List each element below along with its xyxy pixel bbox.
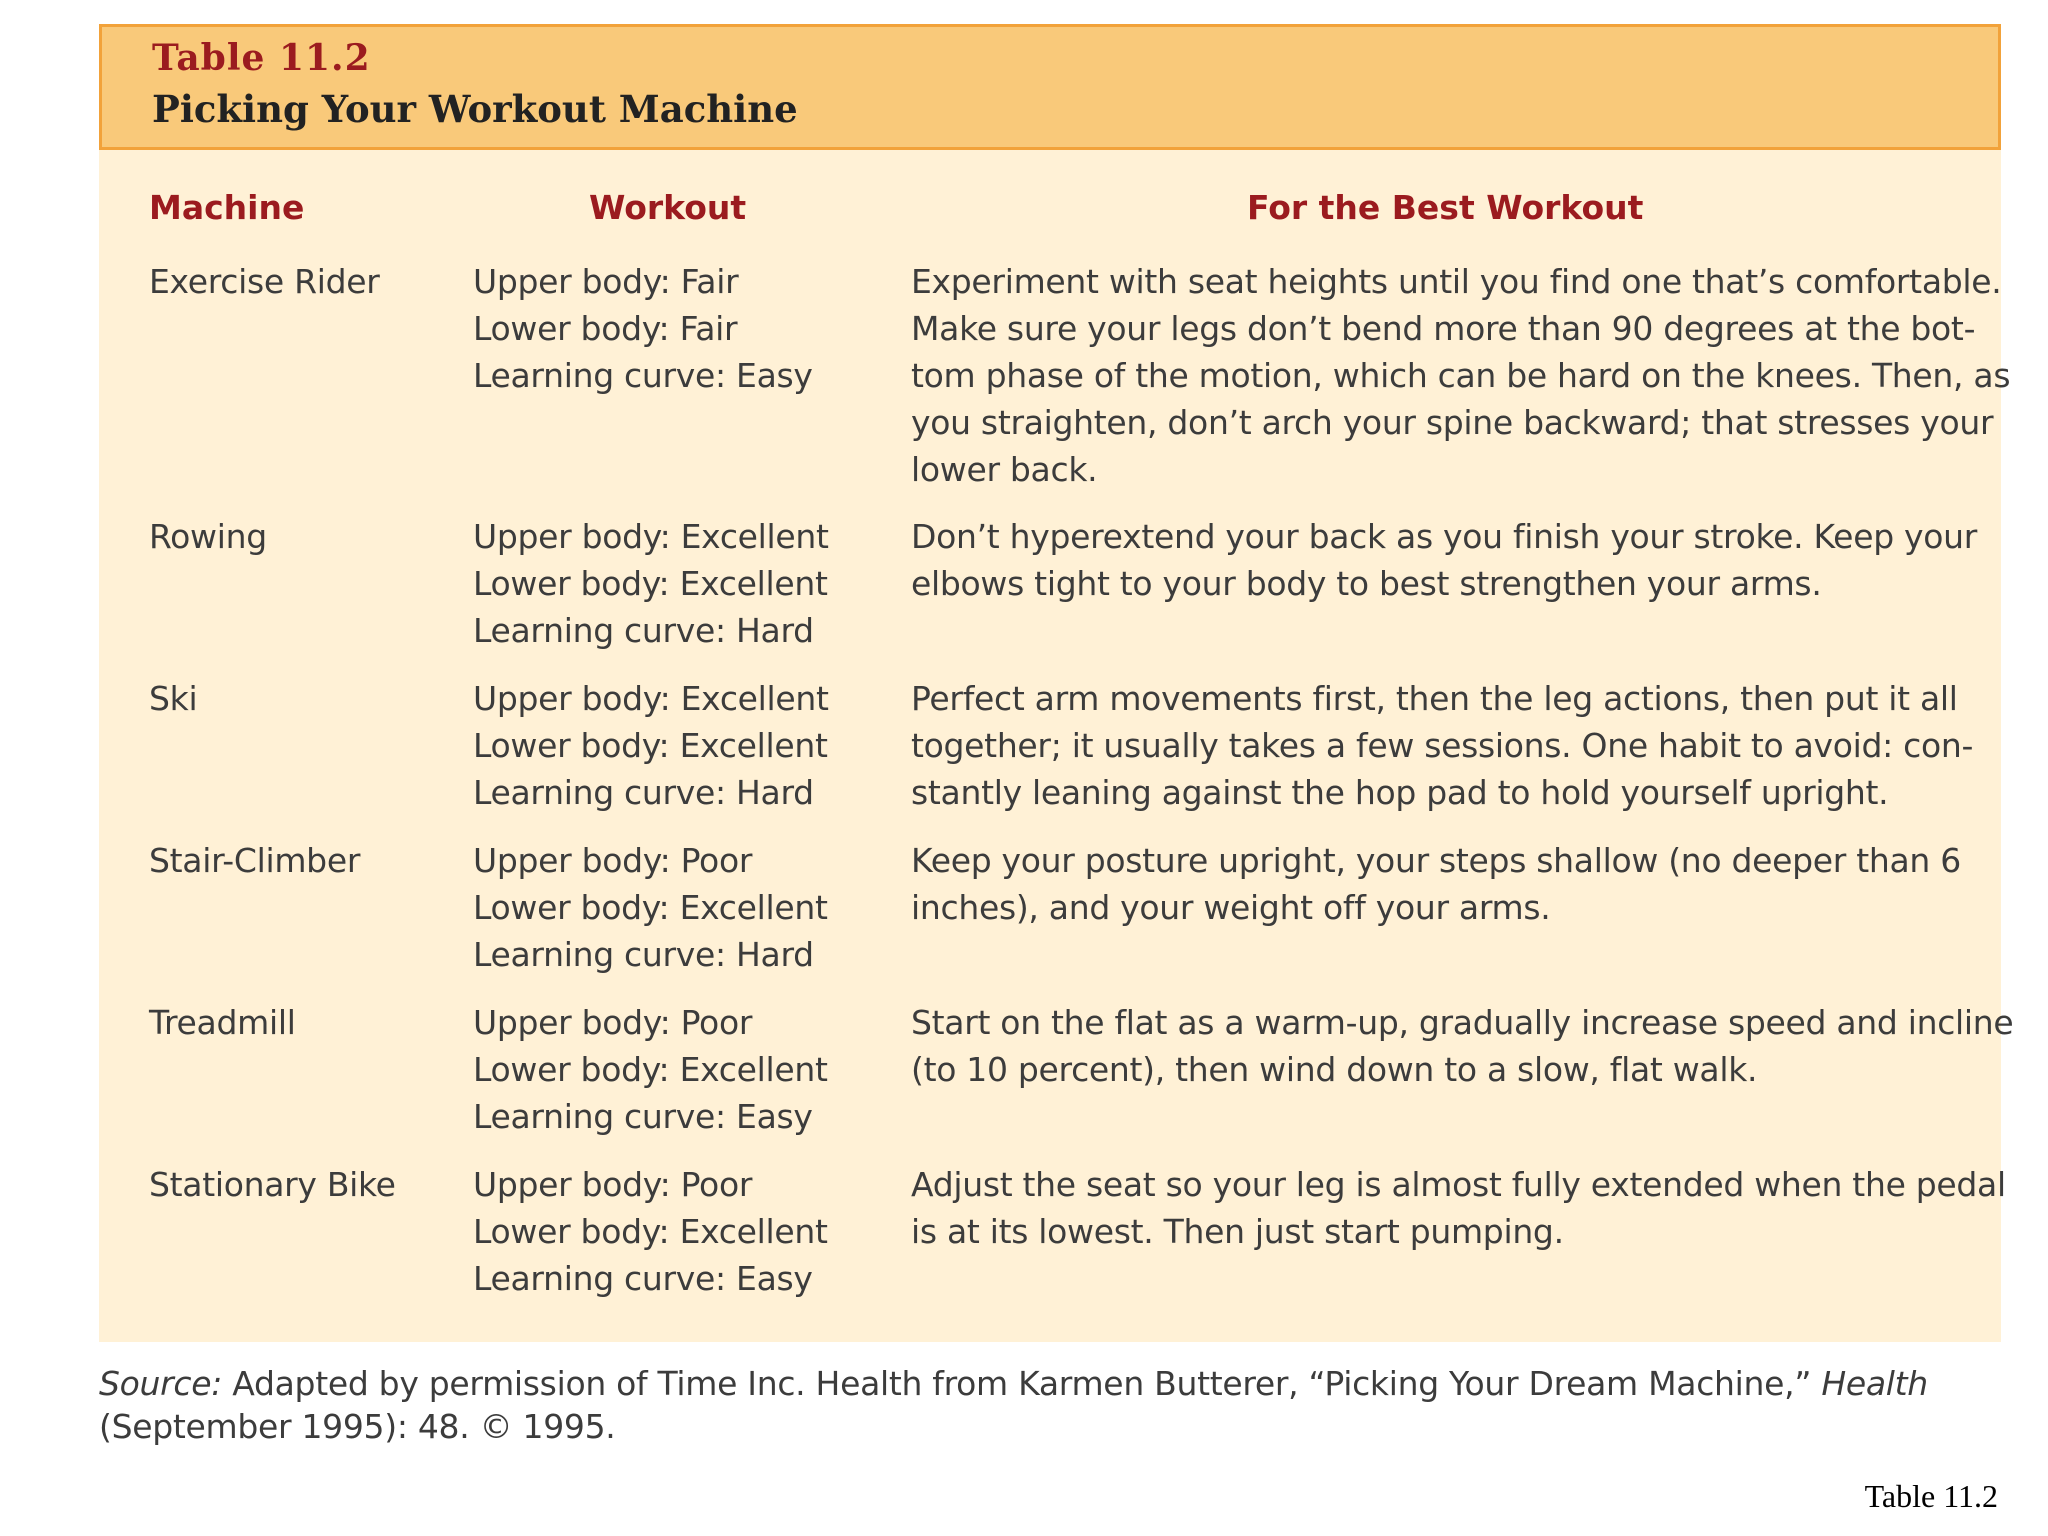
workout-line: Lower body: Excellent: [473, 564, 828, 603]
workout-line: Lower body: Excellent: [473, 888, 828, 927]
tip-line: Adjust the seat so your leg is almost fully extended when the pedal: [911, 1165, 2006, 1204]
workout-line: Lower body: Excellent: [473, 1050, 828, 1089]
tip-cell: [911, 258, 2011, 493]
tip-line: together; it usually takes a few sessions. One habit to avoid: con-: [911, 726, 1974, 765]
table-body: [99, 150, 2014, 1342]
figure-caption: Table 11.2: [1864, 1478, 1998, 1514]
workout-line: Learning curve: Hard: [473, 935, 814, 974]
workout-cell: [473, 999, 893, 1140]
tip-line: (to 10 percent), then wind down to a slow, flat walk.: [911, 1050, 1758, 1089]
machine-cell: Stationary Bike: [149, 1165, 396, 1204]
tip-cell: [911, 1161, 2006, 1255]
table-title: Picking Your Workout Machine: [152, 87, 798, 131]
machine-cell: Exercise Rider: [149, 262, 380, 301]
column-header-machine: Machine: [149, 188, 305, 227]
source-note: [99, 1362, 1979, 1448]
source-journal: Health: [1821, 1364, 1928, 1403]
machine-cell: Treadmill: [149, 1003, 296, 1042]
source-label: Source:: [99, 1364, 223, 1403]
workout-line: Learning curve: Hard: [473, 611, 814, 650]
workout-line: Upper body: Excellent: [473, 517, 829, 556]
tip-line: stantly leaning against the hop pad to hold yourself upright.: [911, 773, 1889, 812]
tip-line: you straighten, don’t arch your spine backward; that stresses your: [911, 403, 1994, 442]
tip-line: Keep your posture upright, your steps shallow (no deeper than 6: [911, 841, 1961, 880]
tip-cell: [911, 837, 1971, 931]
tip-line: Don’t hyperextend your back as you finish your stroke. Keep your: [911, 517, 1978, 556]
tip-cell: [911, 675, 1974, 816]
workout-cell: [473, 258, 893, 399]
workout-cell: [473, 837, 893, 978]
source-text: Adapted by permission of Time Inc. Health from Karmen Butterer, “Picking Your Dream Machine,”: [222, 1364, 1822, 1403]
tip-line: Perfect arm movements first, then the leg actions, then put it all: [911, 679, 1958, 718]
workout-line: Learning curve: Easy: [473, 1259, 813, 1298]
workout-line: Upper body: Poor: [473, 841, 753, 880]
workout-cell: [473, 675, 893, 816]
workout-cell: [473, 513, 893, 654]
tip-line: is at its lowest. Then just start pumping.: [911, 1212, 1564, 1251]
column-header-workout: Workout: [589, 188, 747, 227]
table-number: Table 11.2: [152, 37, 371, 79]
workout-line: Lower body: Excellent: [473, 1212, 828, 1251]
tip-cell: [911, 999, 2014, 1093]
workout-cell: [473, 1161, 893, 1302]
tip-line: Start on the flat as a warm-up, gradually increase speed and incline: [911, 1003, 2014, 1042]
source-text-continued: (September 1995): 48. © 1995.: [99, 1407, 616, 1446]
machine-cell: Rowing: [149, 517, 267, 556]
tip-line: Experiment with seat heights until you find one that’s comfortable.: [911, 262, 2002, 301]
machine-cell: Ski: [149, 679, 198, 718]
tip-line: Make sure your legs don’t bend more than 90 degrees at the bot-: [911, 309, 1976, 348]
tip-line: lower back.: [911, 450, 1098, 489]
tip-line: elbows tight to your body to best strengthen your arms.: [911, 564, 1822, 603]
workout-line: Lower body: Excellent: [473, 726, 828, 765]
tip-line: inches), and your weight off your arms.: [911, 888, 1551, 927]
workout-line: Upper body: Excellent: [473, 679, 829, 718]
machine-cell: Stair-Climber: [149, 841, 361, 880]
workout-line: Upper body: Poor: [473, 1003, 753, 1042]
workout-line: Upper body: Fair: [473, 262, 739, 301]
workout-line: Learning curve: Easy: [473, 1097, 813, 1136]
table-header: [99, 24, 2001, 150]
tip-line: tom phase of the motion, which can be hard on the knees. Then, as: [911, 356, 2011, 395]
workout-line: Lower body: Fair: [473, 309, 738, 348]
workout-line: Learning curve: Easy: [473, 356, 813, 395]
workout-line: Learning curve: Hard: [473, 773, 814, 812]
tip-cell: [911, 513, 1978, 607]
column-header-best-workout: For the Best Workout: [1247, 188, 1644, 227]
workout-line: Upper body: Poor: [473, 1165, 753, 1204]
